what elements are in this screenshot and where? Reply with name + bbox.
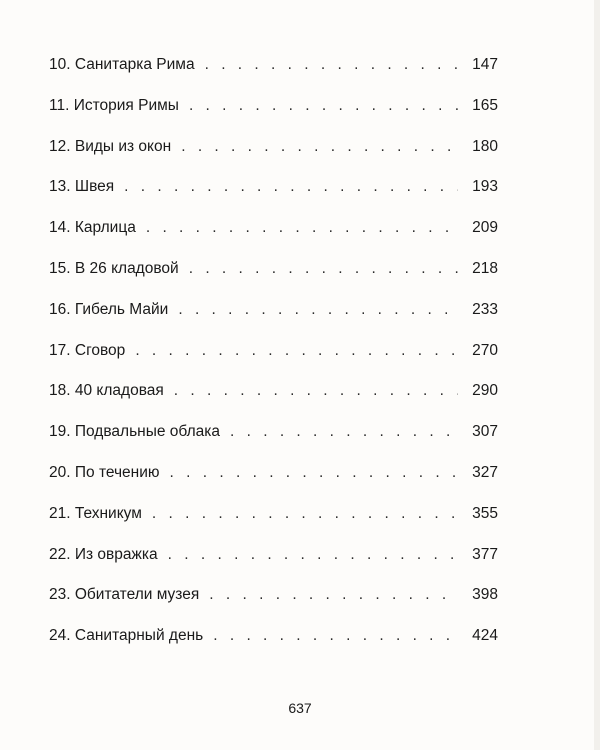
- toc-entry-page: 218: [472, 259, 498, 277]
- toc-entry-page: 209: [472, 219, 498, 237]
- toc-entry-title: [49, 97, 179, 115]
- page-number: 637: [288, 700, 312, 716]
- toc-entry-page: 377: [472, 545, 498, 563]
- toc-entry-text: Обитатели музея: [74, 586, 200, 604]
- toc-entry-page: 165: [472, 96, 498, 114]
- toc-entry-text: В 26 кладовой: [74, 259, 179, 277]
- toc-entry: [49, 546, 498, 587]
- toc-entry: [49, 505, 498, 546]
- toc-entry-page: 270: [472, 341, 498, 359]
- toc-entry-title: [49, 464, 160, 482]
- toc-entry-title: [49, 301, 168, 319]
- dot-leader: [189, 260, 458, 278]
- toc-entry: [49, 464, 498, 505]
- toc-entry-number: 19.: [49, 423, 71, 441]
- toc-entry: [49, 382, 498, 423]
- toc-entry-text: Техникум: [74, 504, 142, 522]
- toc-entry: [49, 586, 498, 627]
- toc-entry-page: 355: [472, 504, 498, 522]
- toc-entry-title: [49, 260, 179, 278]
- toc-entry: [49, 138, 498, 179]
- toc-entry-page: 398: [472, 586, 498, 604]
- dot-leader: [168, 546, 458, 564]
- toc-entry-page: 180: [472, 137, 498, 155]
- toc-entry-title: [49, 342, 125, 360]
- toc-entry-text: По течению: [74, 463, 160, 481]
- toc-entry-text: Санитарка Рима: [74, 56, 195, 73]
- toc-entry-number: 17.: [49, 341, 71, 359]
- toc-entry-title: [49, 219, 136, 237]
- dot-leader: [124, 178, 458, 196]
- toc-entry-title: [49, 56, 195, 74]
- dot-leader: [135, 342, 458, 360]
- toc-entry-number: 14.: [49, 219, 71, 237]
- toc-entry-number: 12.: [49, 137, 71, 155]
- toc-entry: [49, 342, 498, 383]
- toc-entry-text: Гибель Майи: [74, 300, 169, 318]
- dot-leader: [170, 464, 458, 482]
- toc-entry-number: 22.: [49, 545, 71, 563]
- toc-entry-text: Сговор: [74, 341, 126, 359]
- page-edge: [594, 0, 600, 750]
- toc-entry-number: 10.: [49, 56, 71, 73]
- toc-entry-page: 290: [472, 382, 498, 400]
- toc-entry-title: [49, 423, 220, 441]
- toc-entry-page: 233: [472, 300, 498, 318]
- toc-entry-page: 327: [472, 463, 498, 481]
- toc-entry-page: 424: [472, 627, 498, 645]
- toc-entry-number: 11.: [49, 96, 70, 114]
- toc-entry-text: Из овражка: [74, 545, 158, 563]
- toc-entry-title: [49, 138, 171, 156]
- toc-entry-number: 15.: [49, 259, 71, 277]
- dot-leader: [230, 423, 458, 441]
- toc-entry-number: 21.: [49, 504, 71, 522]
- toc-entry-text: Швея: [74, 178, 115, 196]
- toc-entry-number: 23.: [49, 586, 71, 604]
- dot-leader: [213, 627, 458, 645]
- dot-leader: [174, 382, 458, 400]
- toc-entry-page: 307: [472, 423, 498, 441]
- toc-entry-title: [49, 382, 164, 400]
- toc-entry-text: Виды из окон: [74, 137, 172, 155]
- dot-leader: [181, 138, 458, 156]
- table-of-contents: [49, 56, 498, 668]
- toc-entry-text: История Римы: [73, 96, 179, 114]
- toc-entry: [49, 178, 498, 219]
- toc-entry-text: Карлица: [74, 219, 136, 237]
- toc-entry-text: 40 кладовая: [74, 382, 164, 400]
- toc-entry: [49, 627, 498, 668]
- toc-entry-number: 16.: [49, 300, 71, 318]
- toc-entry: [49, 423, 498, 464]
- toc-entry-number: 20.: [49, 463, 71, 481]
- toc-entry-title: [49, 178, 114, 196]
- toc-entry-title: [49, 627, 203, 645]
- toc-entry-number: 18.: [49, 382, 71, 400]
- dot-leader: [205, 56, 458, 74]
- toc-entry: [49, 260, 498, 301]
- toc-entry-title: [49, 586, 199, 604]
- dot-leader: [178, 301, 458, 319]
- toc-entry: [49, 56, 498, 97]
- toc-entry: [49, 301, 498, 342]
- toc-entry-page: 193: [472, 178, 498, 196]
- dot-leader: [146, 219, 458, 237]
- toc-entry-title: [49, 505, 142, 523]
- dot-leader: [189, 97, 458, 115]
- toc-entry-page: 147: [472, 56, 498, 73]
- toc-entry-number: 24.: [49, 627, 71, 645]
- dot-leader: [152, 505, 458, 523]
- toc-entry: [49, 97, 498, 138]
- toc-entry-text: Подвальные облака: [74, 423, 220, 441]
- dot-leader: [209, 586, 458, 604]
- toc-entry-number: 13.: [49, 178, 71, 196]
- toc-entry-title: [49, 546, 158, 564]
- toc-entry: [49, 219, 498, 260]
- toc-entry-text: Санитарный день: [74, 627, 204, 645]
